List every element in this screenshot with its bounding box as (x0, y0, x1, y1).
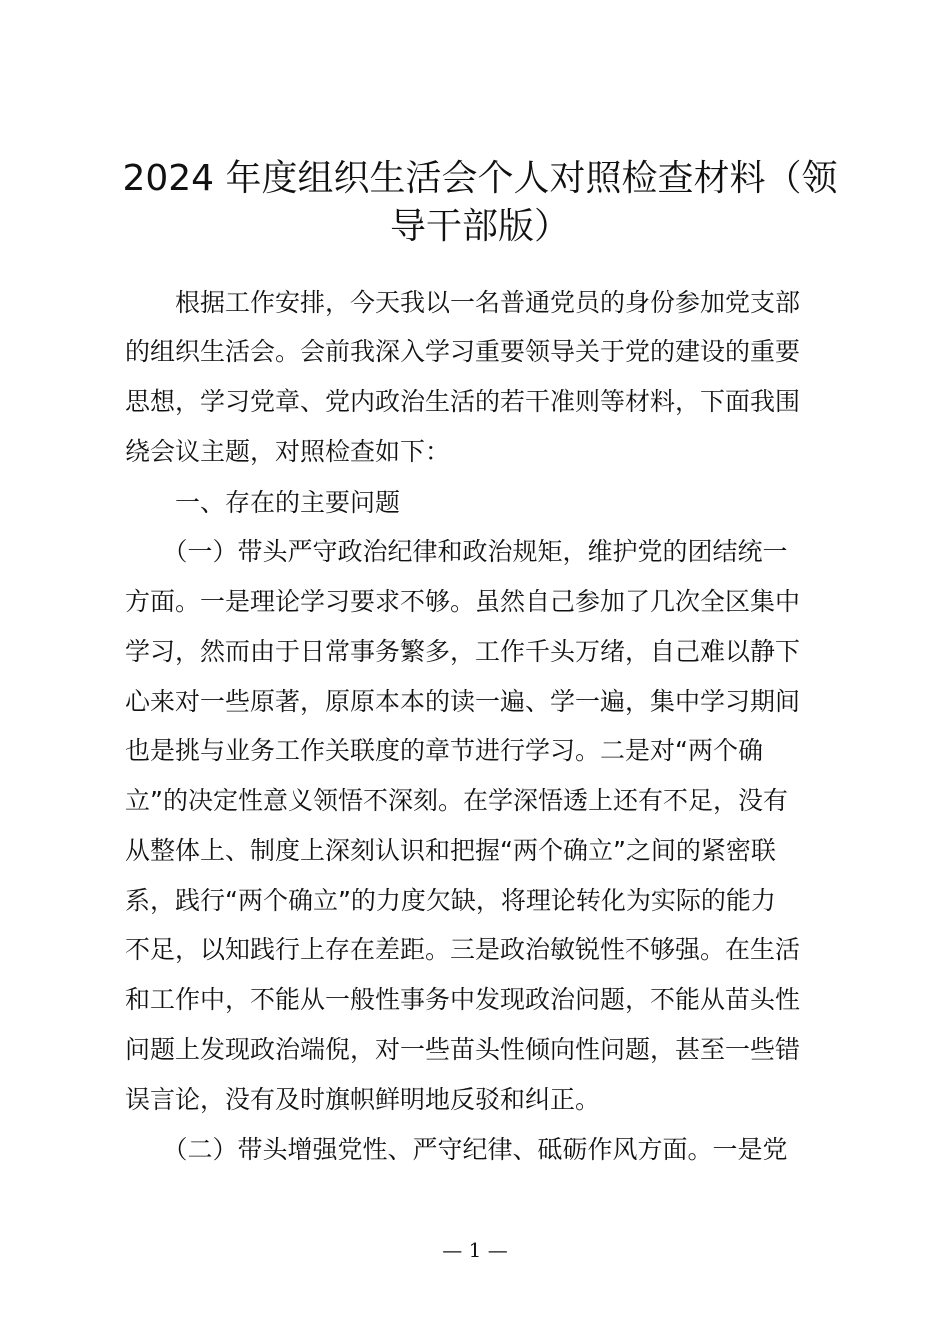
body-line: 也是挑与业务工作关联度的章节进行学习。二是对“两个确 (125, 736, 763, 765)
body-line: 方面。一是理论学习要求不够。虽然自己参加了几次全区集中 (125, 587, 801, 616)
document-title-line-1: 2024 年度组织生活会个人对照检查材料（领 (122, 158, 838, 199)
body-line: 心来对一些原著，原原本本的读一遍、学一遍，集中学习期间 (125, 687, 801, 716)
body-line: 绕会议主题，对照检查如下： (125, 437, 451, 466)
body-line: 学习，然而由于日常事务繁多，工作千头万绪，自己难以静下 (125, 637, 801, 666)
body-line: 和工作中，不能从一般性事务中发现政治问题，不能从苗头性 (125, 985, 801, 1014)
page-number: — 1 — (442, 1238, 508, 1262)
body-line: 思想，学习党章、党内政治生活的若干准则等材料，下面我围 (125, 387, 801, 416)
document-title-line-2: 导干部版） (389, 206, 570, 247)
body-line: 问题上发现政治端倪，对一些苗头性倾向性问题，甚至一些错 (125, 1035, 801, 1064)
body-line: 从整体上、制度上深刻认识和把握“两个确立”之间的紧密联 (125, 836, 776, 865)
body-line: （一）带头严守政治纪律和政治规矩，维护党的团结统一 (125, 537, 788, 566)
body-line: 的组织生活会。会前我深入学习重要领导关于党的建设的重要 (125, 337, 801, 366)
body-line: 不足，以知践行上存在差距。三是政治敏锐性不够强。在生活 (125, 935, 801, 964)
body-line: 系，践行“两个确立”的力度欠缺，将理论转化为实际的能力 (125, 886, 776, 915)
body-line: 根据工作安排，今天我以一名普通党员的身份参加党支部 (125, 288, 801, 317)
body-line: 立”的决定性意义领悟不深刻。在学深悟透上还有不足，没有 (125, 786, 788, 815)
body-line: 误言论，没有及时旗帜鲜明地反驳和纠正。 (125, 1085, 601, 1114)
section-heading: 一、存在的主要问题 (125, 488, 401, 517)
body-line: （二）带头增强党性、严守纪律、砥砺作风方面。一是党 (125, 1135, 788, 1164)
